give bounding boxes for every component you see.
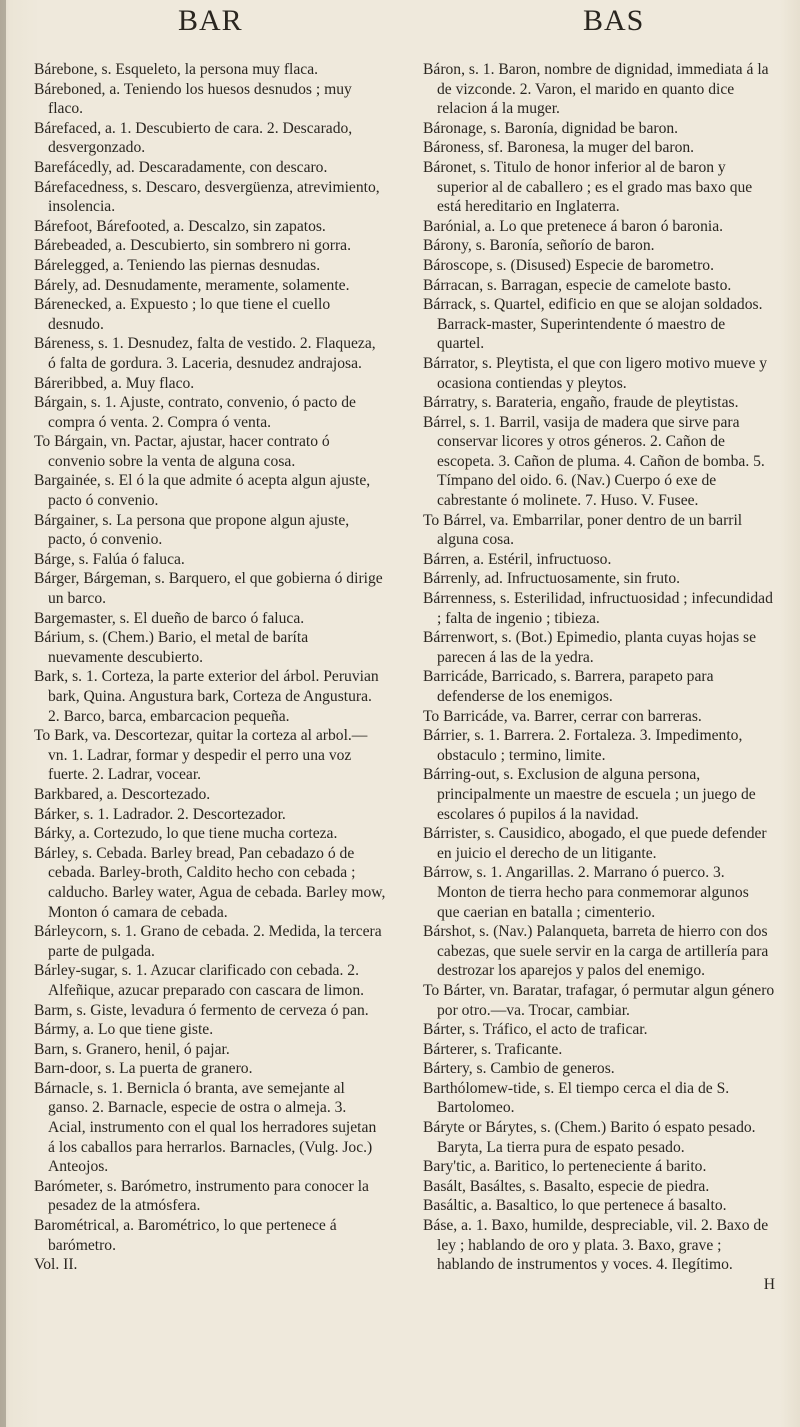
volume-label: Vol. II. (34, 1256, 78, 1274)
dictionary-entry: Bárefacedness, s. Descaro, desvergüenza, atrevimiento, insolencia. (34, 178, 380, 216)
dictionary-entry: To Barricáde, va. Barrer, cerrar con barreras. (423, 707, 702, 725)
dictionary-entry: To Bárter, vn. Baratar, trafagar, ó permutar algun género por otro.—va. Trocar, cambiar. (423, 981, 775, 1019)
dictionary-entry: Bargemaster, s. El dueño de barco ó faluca. (34, 609, 305, 627)
dictionary-entry: Bárrister, s. Causidico, abogado, el que puede defender en juicio el derecho de un litigante. (423, 825, 767, 862)
dictionary-entry: Bárger, Bárgeman, s. Barquero, el que gobierna ó dirige un barco. (34, 570, 383, 608)
dictionary-entry: Bárefaced, a. 1. Descubierto de cara. 2. Descarado, desvergonzado. (34, 119, 353, 157)
dictionary-entry: Bárrator, s. Pleytista, el que con ligero motivo mueve y ocasiona contiendas y pleytos. (423, 354, 768, 392)
dictionary-entry: Báronet, s. Titulo de honor inferior al de baron y superior al de caballero ; es el grado mas baxo que está hereditario en Inglaterra. (423, 158, 753, 216)
dictionary-entry: Bárium, s. (Chem.) Bario, el metal de baríta nuevamente descubierto. (34, 629, 309, 666)
dictionary-entry: Bark, s. 1. Corteza, la parte exterior del árbol. Peruvian bark, Quina. Angustura bark, Corteza de Angustura. 2. Barco, barca, embarcacion pequeña. (34, 668, 379, 725)
dictionary-entry: Bárrenness, s. Esterilidad, infructuosidad ; infecundidad ; falta de ingenio ; tibieza. (423, 590, 773, 627)
dictionary-entry: Bárony, s. Baronía, señorío de baron. (423, 237, 655, 255)
dictionary-entry: Barn, s. Granero, henil, ó pajar. (34, 1040, 230, 1058)
dictionary-entry: Bárelegged, a. Teniendo las piernas desnudas. (34, 256, 321, 274)
dictionary-entry: Bárterer, s. Traficante. (423, 1040, 563, 1058)
dictionary-entry: Bárrier, s. 1. Barrera. 2. Fortaleza. 3. Impedimento, obstaculo ; termino, limite. (423, 727, 743, 764)
dictionary-entry: Báreboned, a. Teniendo los huesos desnudos ; muy flaco. (34, 80, 352, 118)
running-head-left: BAR (178, 4, 243, 37)
dictionary-entry: Bárrenly, ad. Infructuosamente, sin fruto. (423, 570, 681, 588)
dictionary-entry: Bárgain, s. 1. Ajuste, contrato, convenio, ó pacto de compra ó venta. 2. Compra ó venta. (34, 394, 356, 431)
dictionary-entry: Bároscope, s. (Disused) Especie de barometro. (423, 256, 714, 274)
running-head-right: BAS (583, 4, 645, 37)
dictionary-entry: Bárgainer, s. La persona que propone algun ajuste, pacto, ó convenio. (34, 511, 350, 549)
dictionary-entry: Bárratry, s. Barateria, engaño, fraude de pleytistas. (423, 394, 739, 412)
dictionary-entry: To Bárgain, vn. Pactar, ajustar, hacer contrato ó convenio sobre la venta de alguna cosa. (34, 433, 330, 470)
dictionary-entry: Bárring-out, s. Exclusion de alguna persona, principalmente un maestre de escuela ; un juego de escolares ó pupilos á la navidad. (423, 766, 756, 823)
dictionary-entry: Báryte or Bárytes, s. (Chem.) Barito ó espato pesado. Baryta, La tierra pura de espato pesado. (423, 1119, 756, 1156)
dictionary-entry: Bároness, sf. Baronesa, la muger del baron. (423, 139, 695, 157)
dictionary-entry: Barricáde, Barricado, s. Barrera, parapeto para defenderse de los enemigos. (423, 668, 714, 705)
dictionary-entry: Barónial, a. Lo que pretenece á baron ó baronia. (423, 217, 724, 235)
signature-mark: H (763, 1275, 775, 1293)
dictionary-entry: Báron, s. 1. Baron, nombre de dignidad, immediata á la de vizconde. 2. Varon, el marido en quanto dice relacion á la muger. (423, 61, 769, 118)
dictionary-entry: Bárenecked, a. Expuesto ; lo que tiene el cuello desnudo. (34, 296, 331, 333)
dictionary-entry: Bárely, ad. Desnudamente, meramente, solamente. (34, 276, 350, 294)
dictionary-entry: Bárrenwort, s. (Bot.) Epimedio, planta cuyas hojas se parecen á las de la yedra. (423, 629, 757, 666)
dictionary-entry: Barefácedly, ad. Descaradamente, con descaro. (34, 158, 328, 176)
dictionary-entry: Bárley, s. Cebada. Barley bread, Pan cebadazo ó de cebada. Barley-broth, Caldito hecho con cebada ; calducho. Barley water, Agua de cebada. Barley mow, Monton ó camara de cebada. (34, 844, 386, 921)
dictionary-entry: Barm, s. Giste, levadura ó fermento de cerveza ó pan. (34, 1001, 369, 1019)
page-footer-right (423, 1275, 775, 1295)
dictionary-entry: Bary'tic, a. Baritico, lo perteneciente á barito. (423, 1158, 707, 1176)
dictionary-entry: Bárleycorn, s. 1. Grano de cebada. 2. Medida, la tercera parte de pulgada. (34, 923, 382, 960)
right-column (423, 60, 775, 1294)
dictionary-entry: Bárefoot, Bárefooted, a. Descalzo, sin zapatos. (34, 217, 326, 235)
dictionary-entry: Basáltic, a. Basaltico, lo que pertenece á basalto. (423, 1197, 727, 1215)
dictionary-entry: Barn-door, s. La puerta de granero. (34, 1060, 253, 1078)
dictionary-entry: Bárrack, s. Quartel, edificio en que se alojan soldados. Barrack-master, Superintendente ó maestro de quartel. (423, 296, 763, 353)
dictionary-entry: Báreness, s. 1. Desnudez, falta de vestido. 2. Flaqueza, ó falta de gordura. 3. Laceria, desnudez andrajosa. (34, 335, 376, 372)
dictionary-entry: Barthólomew-tide, s. El tiempo cerca el dia de S. Bartolomeo. (423, 1079, 730, 1117)
dictionary-entry: Bárracan, s. Barragan, especie de camelote basto. (423, 276, 732, 294)
dictionary-entry: Bárren, a. Estéril, infructuoso. (423, 550, 612, 568)
dictionary-entry: Bárebone, s. Esqueleto, la persona muy flaca. (34, 61, 319, 78)
dictionary-entry: Barómeter, s. Barómetro, instrumento para conocer la pesadez de la atmósfera. (34, 1177, 369, 1215)
dictionary-entry: Barométrical, a. Barométrico, lo que pertenece á barómetro. (34, 1217, 337, 1254)
dictionary-entry: Basált, Basáltes, s. Basalto, especie de piedra. (423, 1177, 710, 1195)
dictionary-entry: Bárebeaded, a. Descubierto, sin sombrero ni gorra. (34, 237, 351, 255)
dictionary-entry: To Bark, va. Descortezar, quitar la corteza al arbol.—vn. 1. Ladrar, formar y despedir el perro una voz fuerte. 2. Ladrar, vocear. (34, 727, 368, 784)
dictionary-entry: Bargainée, s. El ó la que admite ó acepta algun ajuste, pacto ó convenio. (34, 472, 371, 510)
dictionary-entry: Bárley-sugar, s. 1. Azucar clarificado con cebada. 2. Alfeñique, azucar preparado con cascara de limon. (34, 962, 365, 999)
dictionary-entry: Báronage, s. Baronía, dignidad be baron. (423, 119, 679, 137)
dictionary-entry: Bárky, a. Cortezudo, lo que tiene mucha corteza. (34, 825, 338, 843)
dictionary-entry: To Bárrel, va. Embarrilar, poner dentro de un barril alguna cosa. (423, 511, 743, 549)
left-column (34, 60, 386, 1275)
dictionary-entry: Bárshot, s. (Nav.) Palanqueta, barreta de hierro con dos cabezas, que suele servir en la carga de artillería para destrozar los aparejos y palos del enemigo. (423, 923, 769, 980)
page-footer-left (34, 1255, 386, 1275)
page-spine-shadow (0, 0, 6, 1427)
dictionary-entry: Bármy, a. Lo que tiene giste. (34, 1021, 214, 1039)
dictionary-entry: Bártery, s. Cambio de generos. (423, 1060, 615, 1078)
dictionary-entry: Bárnacle, s. 1. Bernicla ó branta, ave semejante al ganso. 2. Barnacle, especie de ostra o almeja. 3. Acial, instrumento con el qual los herradores sujetan á los caballos para herrarlos. Barnacles, (Vulg. Joc.) Anteojos. (34, 1079, 377, 1176)
dictionary-entry: Bárrow, s. 1. Angarillas. 2. Marrano ó puerco. 3. Monton de tierra hecho para conmemorar algunos que caerian en batalla ; cimenterio. (423, 864, 749, 921)
dictionary-entry: Bárrel, s. 1. Barril, vasija de madera que sirve para conservar licores y otros géneros. 2. Cañon de escopeta. 3. Cañon de pluma. 4. Cañon de bomba. 5. Tímpano del oido. 6. (Nav.) Cuerpo ó exe de cabrestante ó molinete. 7. Huso. V. Fusee. (423, 413, 765, 510)
dictionary-entry: Bárter, s. Tráfico, el acto de traficar. (423, 1021, 648, 1039)
dictionary-entry: Báreribbed, a. Muy flaco. (34, 374, 195, 392)
dictionary-entry: Barkbared, a. Descortezado. (34, 785, 211, 803)
dictionary-entry: Báse, a. 1. Baxo, humilde, despreciable, vil. 2. Baxo de ley ; hablando de oro y plata. 3. Baxo, grave ; hablando de instrumentos y voces. 4. Ilegítimo. (423, 1217, 769, 1274)
dictionary-entry: Bárker, s. 1. Ladrador. 2. Descortezador. (34, 805, 286, 823)
dictionary-entry: Bárge, s. Falúa ó faluca. (34, 550, 185, 568)
